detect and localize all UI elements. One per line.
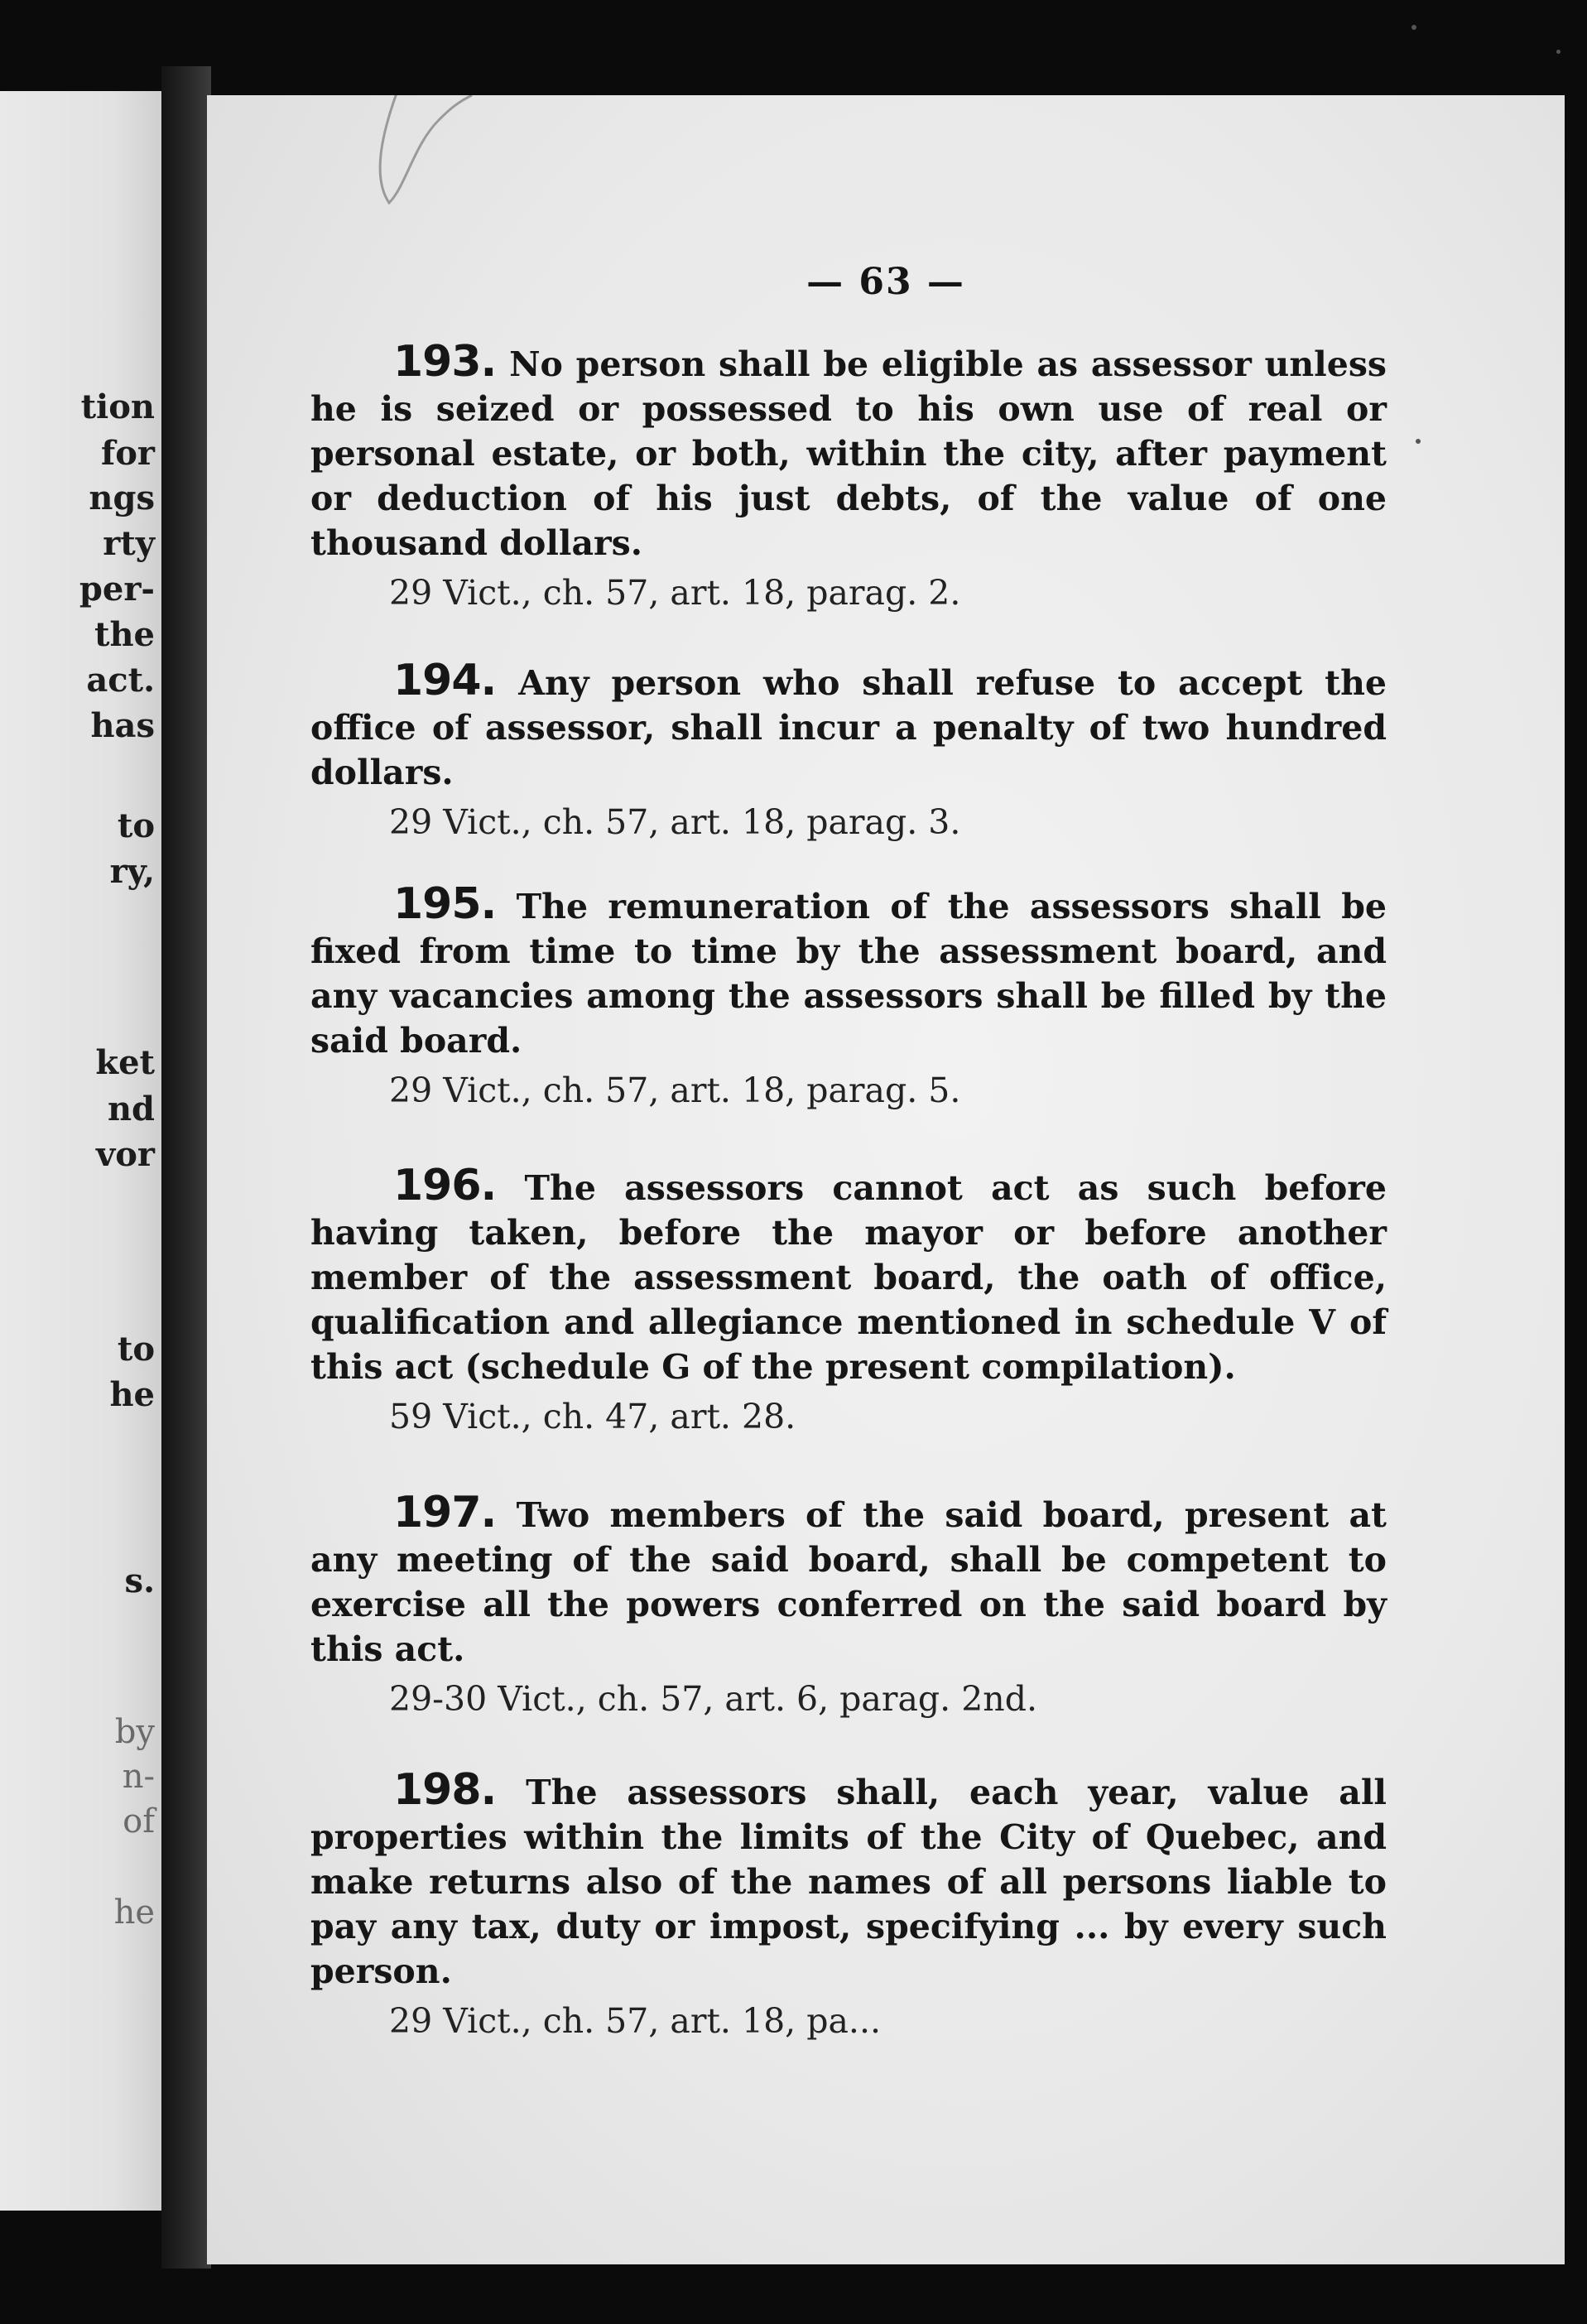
article-197 [310,1490,1387,1721]
article-citation: 29 Vict., ch. 57, art. 18, parag. 2. [389,573,961,613]
pen-scribble-mark [348,95,513,211]
article-body [310,1163,1387,1389]
article-198 [310,1765,1387,2043]
article-citation: 59 Vict., ch. 47, art. 28. [389,1397,796,1436]
article-text: Two members of the said board, present at any meeting of the said board, shall be competent to exercise all the powers conferred on the said board by this act. [310,1495,1387,1669]
left-fragment: vor [96,1135,155,1174]
left-fragment: s. [124,1561,155,1600]
article-body [310,339,1387,565]
article-number: 196. [393,1161,497,1210]
article-193 [310,339,1387,615]
left-fragment: rty [103,524,155,563]
article-text: No person shall be eligible as assessor unless he is seized or possessed to his own use of real or personal estate, or both, within the city, after payment or deduction of his just debts, of the value of one thousand dollars. [310,344,1387,563]
article-suffix: (schedule G of the present compilation). [464,1347,1236,1387]
article-body [310,1490,1387,1672]
book-gutter [161,66,211,2269]
left-fragment: of [123,1802,155,1840]
article-number: 194. [393,656,497,705]
left-fragment: he [109,1375,155,1414]
article-number: 198. [393,1765,497,1815]
left-fragment: act. [86,661,155,700]
article-text: The remuneration of the assessors shall be fixed from time to time by the assessment board, and any vacancies among the assessors shall be filled by the said board. [310,887,1387,1061]
article-citation: 29-30 Vict., ch. 57, art. 6, parag. 2nd. [389,1679,1037,1719]
article-citation: 29 Vict., ch. 57, art. 18, parag. 5. [389,1071,961,1110]
article-number: 197. [393,1488,497,1537]
article-196 [310,1163,1387,1439]
article-body [310,658,1387,795]
left-fragment: to [117,806,155,845]
book-page [207,95,1565,2264]
left-fragment: tion [80,387,155,426]
left-fragment: ry, [109,852,155,891]
dust-speck [1411,25,1416,30]
article-number: 195. [393,879,497,929]
article-text: The assessors shall, each year, value all properties within the limits of the City of Quebec, and make returns also of the names of all persons liable to pay any tax, duty or impost, specifying ... by every such person. [310,1773,1387,1991]
left-fragment: by [114,1713,155,1751]
article-195 [310,879,1387,1113]
article-citation: 29 Vict., ch. 57, art. 18, parag. 3. [389,802,961,842]
page-number: — 63 — [806,261,965,303]
left-fragment: n- [122,1758,155,1796]
left-fragment: nd [107,1090,155,1128]
left-fragment: the [94,615,155,654]
article-body [310,879,1387,1063]
left-fragment: ngs [89,479,155,517]
left-fragment: to [117,1330,155,1369]
article-194 [310,658,1387,844]
left-page-fragment [0,91,161,2211]
dust-speck [1416,439,1421,444]
dust-speck [1556,50,1561,54]
article-body [310,1765,1387,1994]
left-fragment: he [113,1893,155,1932]
left-fragment: per- [79,570,155,609]
left-fragment: ket [95,1043,155,1082]
left-fragment: has [90,706,155,745]
article-text: Any person who shall refuse to accept the office of assessor, shall incur a penalty of two hundred dollars. [310,663,1387,792]
article-number: 193. [393,337,497,387]
left-fragment: for [101,434,155,473]
article-text: The assessors cannot act as such before having taken, before the mayor or before another member of the assessment board, the oath of office, qualification and allegiance mentioned in schedule V of this act [310,1168,1387,1387]
article-citation: 29 Vict., ch. 57, art. 18, pa... [389,2001,882,2041]
